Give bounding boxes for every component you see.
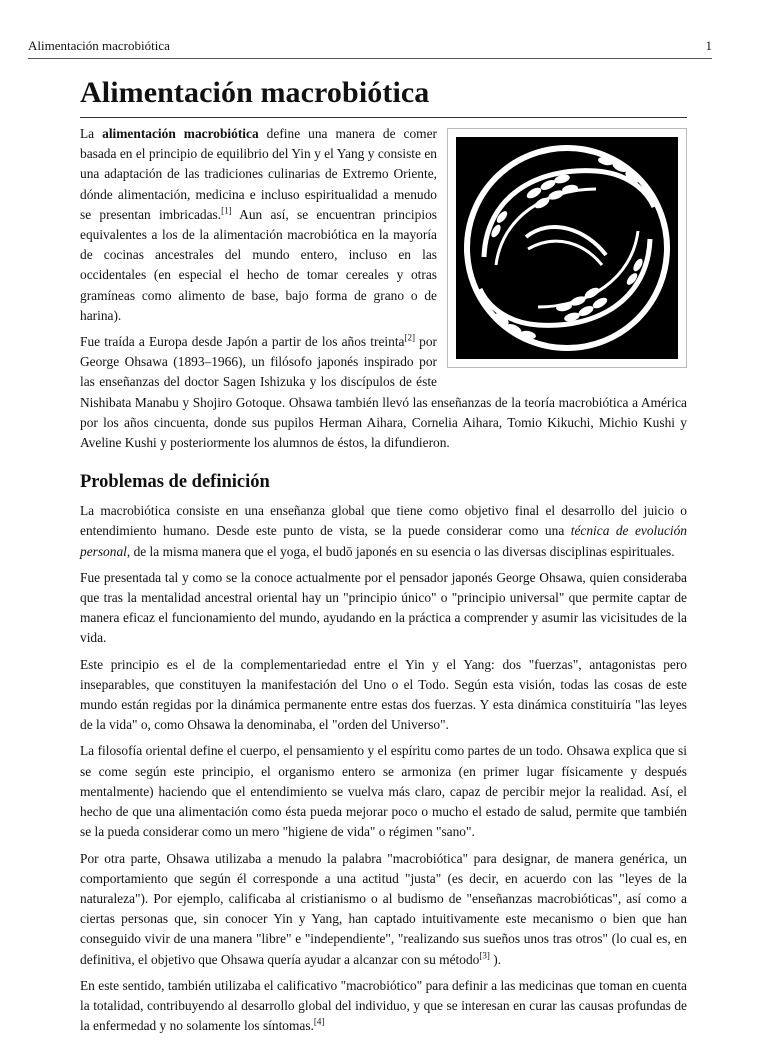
section-heading: Problemas de definición [80,472,270,493]
intro-paragraph-1: La alimentación macrobiótica define una manera de comer basada en el principio de equilibrio del Yin y el Yang y consiste en una adaptación de las tradiciones culinarias de Extremo Oriente, dónde alimentación, medicina e incluso espiritualidad a menudo se presentan imbricadas.[1] Aun así, se encuentran principios equivalentes a los de la alimentación macrobiótica en la mayoría de cocinas ancestrales del mundo entero, incluso en las occidentales (en especial el hecho de tomar cereales y otras gramíneas como alimento de base, bajo forma de grano o de harina). [80,126,437,323]
section-paragraph-6: En este sentido, también utilizaba el calificativo "macrobiótico" para definir a las medicinas que toman en cuenta la totalidad, contribuyendo al desarrollo global del individuo, y que se interesan en curar las causas profundas de la enfermedad y no solamente los síntomas.[4] [80,977,687,1034]
citation-link[interactable]: [1] [221,205,232,216]
running-title: Alimentación macrobiótica [28,38,170,53]
page-title: Alimentación macrobiótica [80,76,430,109]
section-paragraph-5: Por otra parte, Ohsawa utilizaba a menudo la palabra "macrobiótica" para designar, de manera genérica, un comportamiento que según él corresponde a una actitud "justa" (es decir, en acuerdo con las "leyes de la naturaleza"). Por ejemplo, calificaba al cristianismo o al budismo de "enseñanzas macrobióticas", así como a ciertas personas que, sin conocer Yin y Yang, han captado intuitivamente este mecanismo o bien que han conseguido vivir de una manera "libre" e "independiente", "realizando sus sueños unos tras otros" (lo cual es, en definitiva, el objetivo que Ohsawa quería ayudar a alcanzar con su método[3] ). [80,850,687,967]
article-body [80,124,687,1042]
emphasis: técnica de evolución personal [80,523,687,559]
citation-link[interactable]: [4] [313,1016,325,1027]
page-number: 1 [705,38,712,53]
section-paragraph-4: La filosofía oriental define el cuerpo, el pensamiento y el espíritu como partes de un todo. Ohsawa explica que si se come según este principio, el organismo entero se armoniza (en primer lugar físicamente y después mentalmente) haciendo que el entendimiento se vuelva más claro, capaz de percibir mejor la realidad. Así, el hecho de que una alimentación como ésta pueda mejorar poco o mucho el estado de salud, permite que también se la pueda considerar como un mero "higiene de vida" o régimen "sano". [80,743,687,840]
section-paragraph-2: Fue presentada tal y como se la conoce actualmente por el pensador japonés George Ohsawa, quien consideraba que tras la mentalidad ancestral oriental hay un "principio único" o "principio universal" que permite captar de manera eficaz el funcionamiento del mundo, ayudando en la práctica a comprender y asumir las vicisitudes de la vida. [80,569,687,646]
citation-link[interactable]: [3] [479,950,490,961]
intro-paragraph-2: Fue traída a Europa desde Japón a partir de los años treinta[2] por George Ohsawa (1893–1966), un filósofo japonés inspirado por las enseñanzas del doctor Sagen Ishizuka y los discípulos de éste Nishibata Manabu y Shojiro Gotoque. Ohsawa también llevó las enseñanzas de la teoría macrobiótica a América por los años cincuenta, donde sus pupilos Herman Aihara, Cornelia Aihara, Tomio Kikuchi, Michio Kushi y Aveline Kushi y posteriormente los alumnos de éstos, la difundieron. [80,332,687,451]
running-header [28,38,712,59]
title-divider [80,117,687,118]
section-paragraph-3: Este principio es el de la complementariedad entre el Yin y el Yang: dos "fuerzas", antagonistas pero inseparables, que constituyen la manifestación del Uno o el Todo. Según esta visión, todas las cosas de este mundo están regidas por la dinámica permanente entre estas dos fuerzas. Y esta dinámica constituiría "las leyes de la vida" o, como Ohsawa la denominaba, el "orden del Universo". [80,656,687,733]
term-highlight: alimentación macrobiótica [102,126,259,141]
section-paragraph-1: La macrobiótica consiste en una enseñanza global que tiene como objetivo final el desarrollo del juicio o entendimiento humano. Desde este punto de vista, se la puede considerar como una técnica de evolución personal, de la misma manera que el yoga, el budō japonés en su esencia o las diversas disciplinas espirituales. [80,503,687,559]
citation-link[interactable]: [2] [404,332,415,343]
figure-frame [447,128,687,368]
macrobiotic-emblem-icon [456,137,678,359]
